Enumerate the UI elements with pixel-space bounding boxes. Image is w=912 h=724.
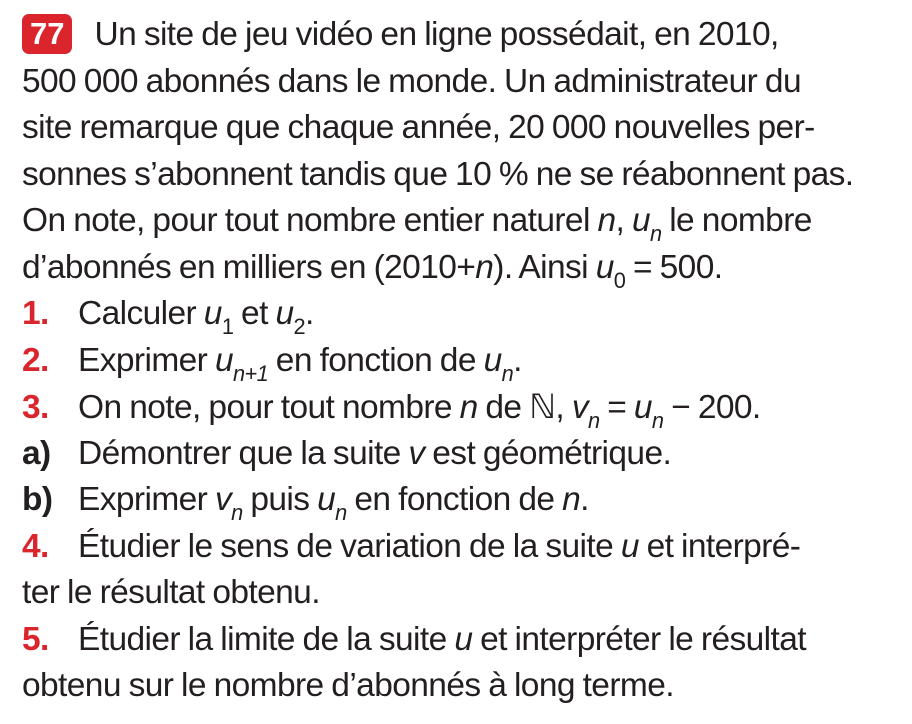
intro-line-1: [22, 12, 892, 59]
intro5-a: On note, pour tout nombre entier naturel: [22, 202, 598, 239]
question-4-line-2: ter le résultat obtenu.: [22, 574, 320, 611]
qa-text-b: est géométrique.: [424, 434, 672, 472]
var-u: u: [275, 295, 294, 332]
var-u: u: [203, 295, 222, 332]
var-u: u: [454, 620, 473, 658]
var-v: v: [571, 389, 588, 426]
intro-line-5: [22, 198, 892, 245]
intro6-a: d’abonnés en milliers en (2010+: [22, 248, 476, 286]
var-u: u: [633, 389, 652, 426]
qb-text-a: Exprimer: [78, 481, 215, 518]
question-3a: [22, 431, 892, 478]
var-n: n: [459, 389, 478, 426]
q5-text-a: Étudier la limite de la suite: [78, 620, 455, 658]
var-v: v: [408, 434, 425, 472]
q2-text-c: .: [513, 341, 522, 379]
question-number-3: 3.: [22, 389, 49, 426]
question-number-2: 2.: [22, 341, 49, 379]
var-u: u: [620, 527, 639, 565]
q3-text-b: de: [477, 389, 530, 426]
subscript-n-plus-1: n+1: [232, 360, 269, 386]
q5-text-b: et interpréter le résultat: [472, 620, 806, 658]
var-v: v: [214, 481, 232, 518]
question-number-5: 5.: [22, 620, 49, 658]
question-5-line-2: obtenu sur le nombre d’abonnés à long terme.: [22, 667, 674, 704]
intro6-b: ). Ainsi: [493, 248, 596, 286]
var-u: u: [214, 341, 233, 379]
exercise-number-badge: 77: [22, 14, 72, 54]
q4-text-b: et interpré-: [638, 527, 801, 565]
subscript-n: n: [335, 499, 347, 525]
var-n: n: [475, 248, 494, 286]
q1-text-a: Calculer: [78, 295, 204, 332]
intro-text-1: Un site de jeu vidéo en ligne possédait, en 2010,: [94, 16, 779, 53]
intro-line-3: site remarque que chaque année, 20 000 nouvelles per-: [22, 109, 815, 146]
var-u: u: [595, 248, 614, 286]
question-2: [22, 338, 892, 385]
question-4-line-1: [22, 524, 892, 571]
subscript-n: n: [501, 360, 514, 386]
intro-line-4: sonnes s’abonnent tandis que 10 % ne se réabonnent pas.: [22, 155, 854, 193]
q1-text-b: et: [233, 295, 276, 332]
var-n: n: [597, 202, 616, 239]
var-n: n: [562, 481, 581, 518]
sub-question-label-a: a): [22, 434, 51, 472]
q3-text-e: − 200.: [663, 389, 761, 426]
intro-line-2: 500 000 abonnés dans le monde. Un administrateur du: [22, 62, 801, 100]
subscript-n: n: [649, 220, 662, 246]
exercise-77: [22, 12, 892, 710]
subscript-n: n: [587, 407, 600, 433]
qb-text-c: en fonction de: [346, 481, 563, 518]
var-u: u: [317, 481, 336, 518]
q3-text-a: On note, pour tout nombre: [78, 389, 460, 426]
subscript-2: 2: [293, 313, 306, 339]
intro5-comma: ,: [615, 202, 632, 239]
var-u: u: [631, 202, 650, 239]
q2-text-b: en fonction de: [268, 341, 484, 379]
question-3b: [22, 477, 892, 524]
q3-text-d: =: [599, 389, 634, 426]
intro5-b: le nombre: [661, 202, 812, 239]
natural-numbers-symbol: ℕ: [529, 387, 556, 426]
qa-text-a: Démontrer que la suite: [78, 434, 409, 472]
subscript-n: n: [231, 499, 243, 525]
subscript-0: 0: [613, 267, 626, 293]
intro6-c: = 500.: [625, 248, 723, 286]
question-1: [22, 291, 892, 338]
question-number-1: 1.: [22, 295, 49, 332]
question-5-line-1: [22, 617, 892, 664]
qb-text-d: .: [580, 481, 589, 518]
subscript-1: 1: [221, 313, 234, 339]
q4-text-a: Étudier le sens de variation de la suite: [78, 527, 621, 565]
q1-text-c: .: [305, 295, 314, 332]
sub-question-label-b: b): [22, 481, 53, 518]
var-u: u: [483, 341, 502, 379]
q3-text-c: ,: [555, 389, 572, 426]
question-number-4: 4.: [22, 527, 49, 565]
intro-line-6: [22, 245, 892, 292]
question-3: [22, 384, 892, 431]
subscript-n: n: [651, 407, 664, 433]
q2-text-a: Exprimer: [78, 341, 215, 379]
qb-text-b: puis: [242, 481, 318, 518]
